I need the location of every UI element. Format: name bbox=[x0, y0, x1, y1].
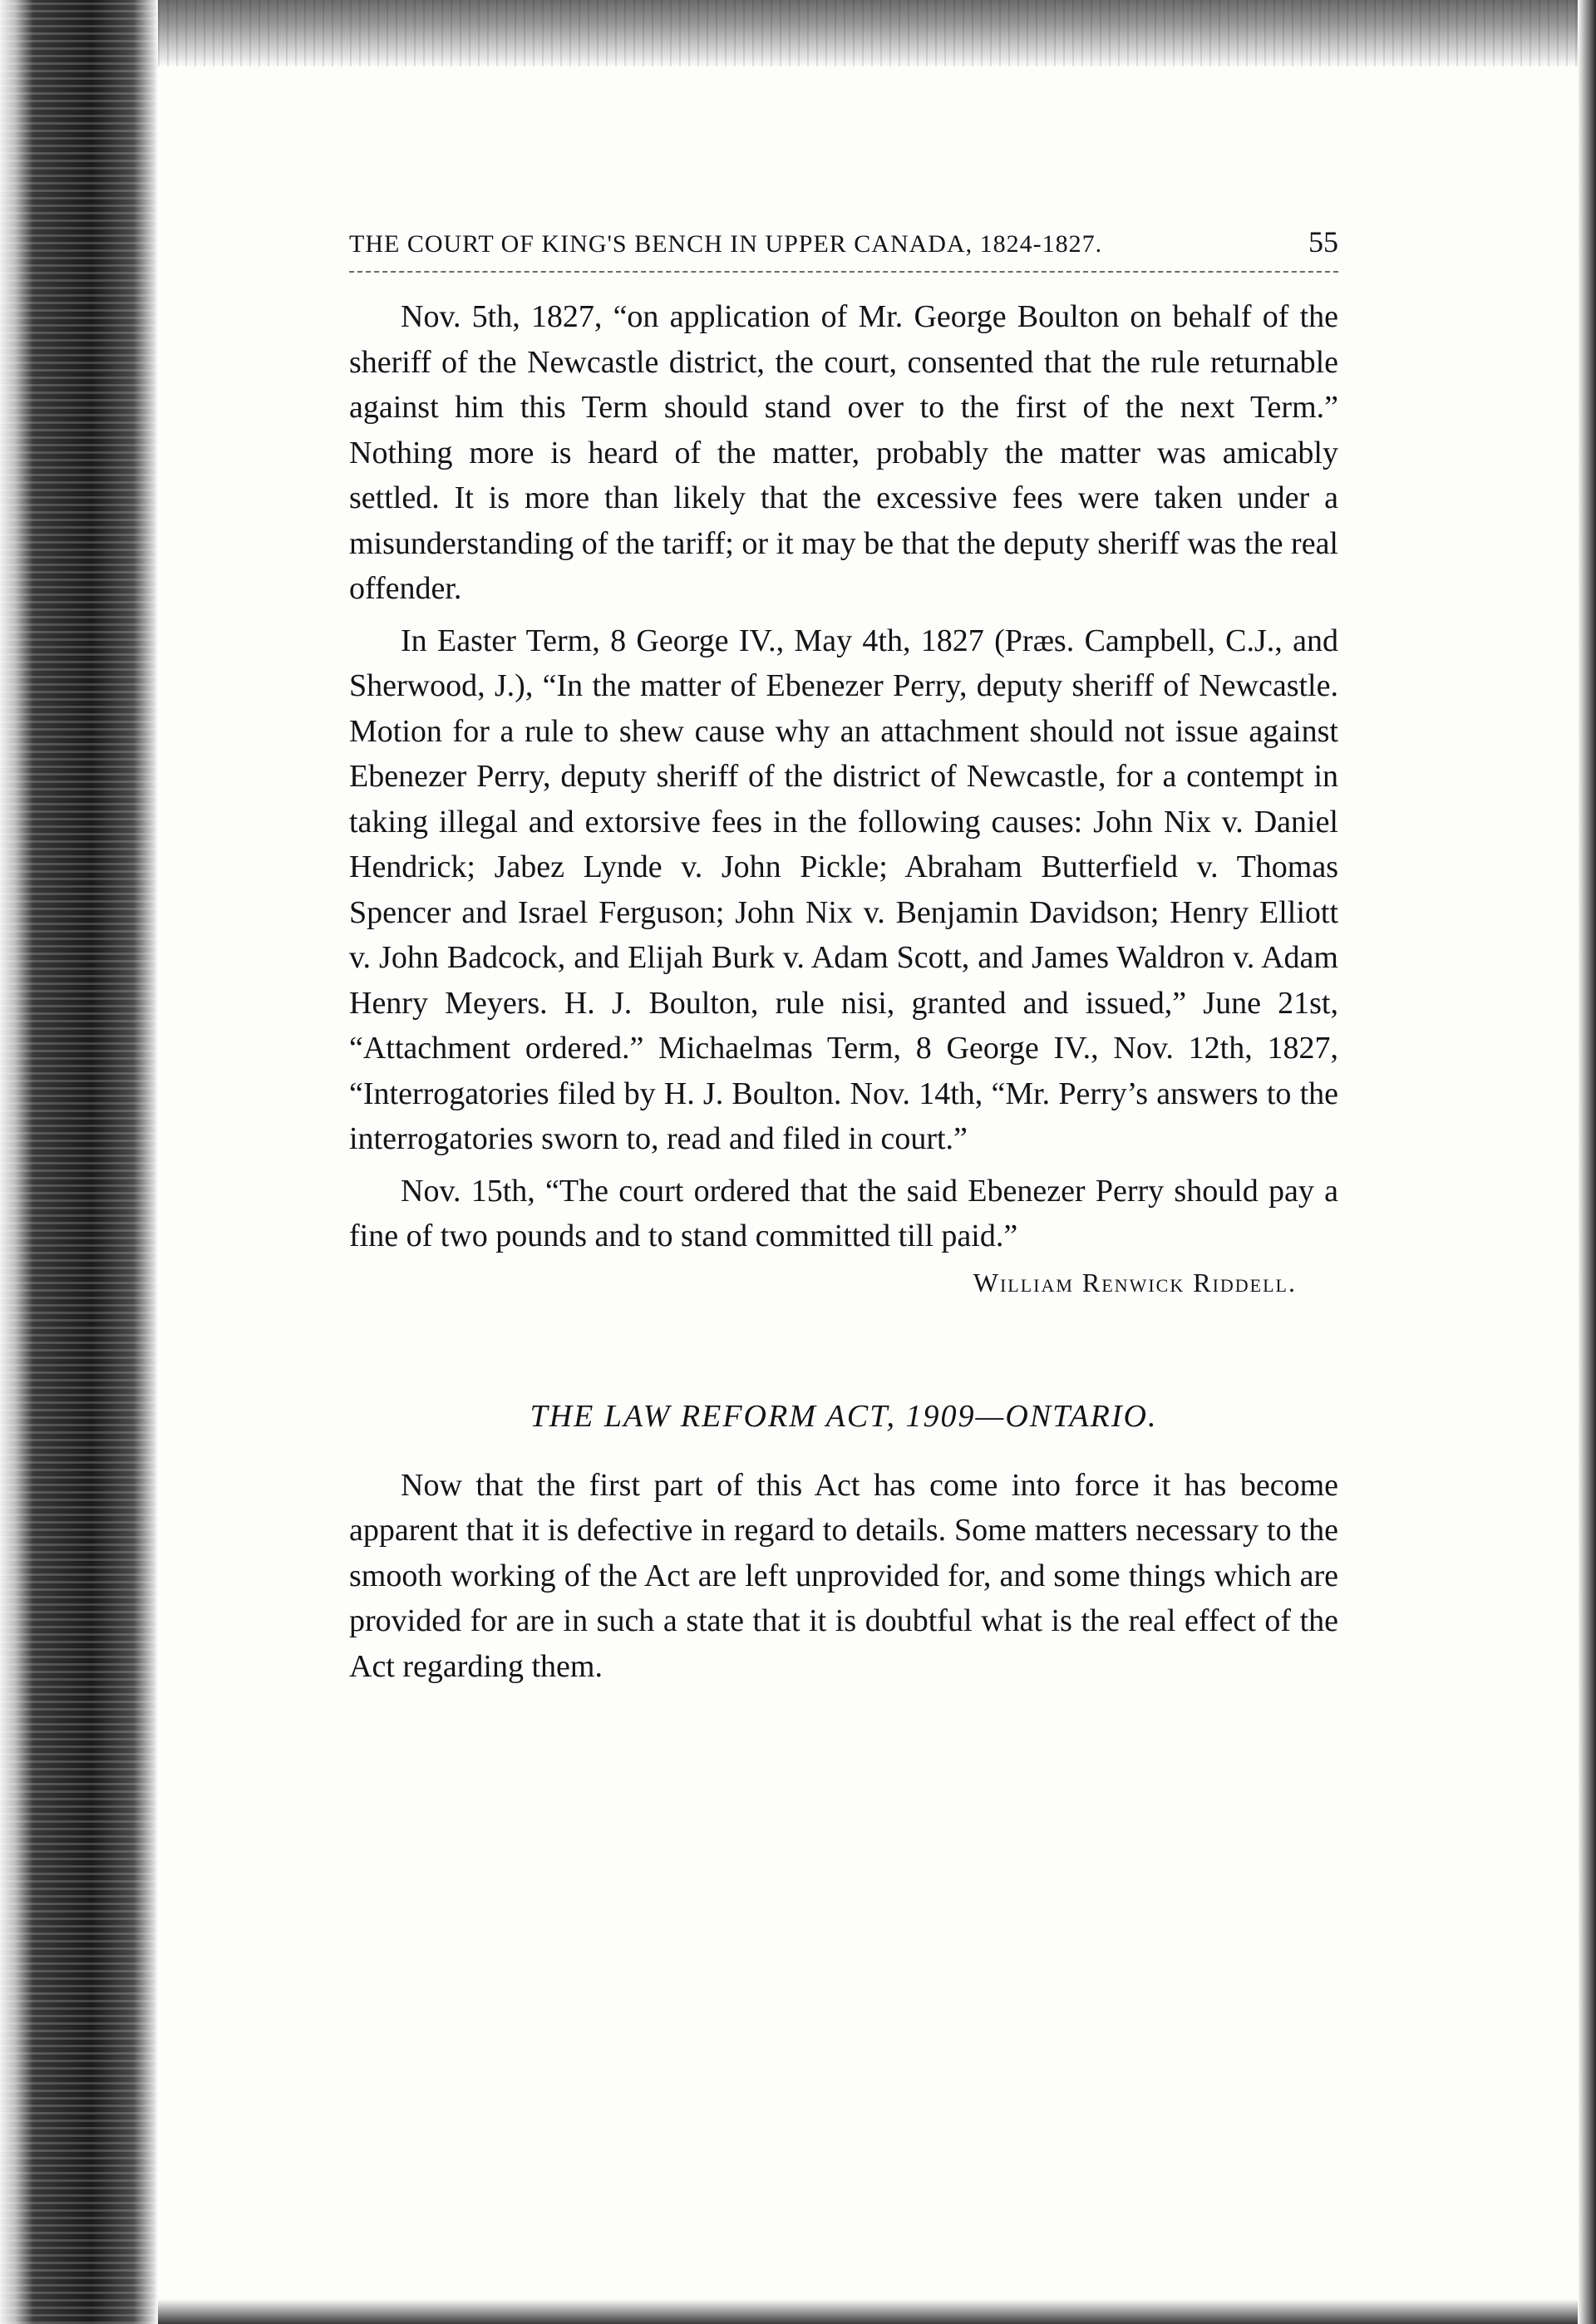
article-title: THE LAW REFORM ACT, 1909—ONTARIO. bbox=[530, 1398, 1158, 1434]
running-head-title: THE COURT OF KING'S BENCH IN UPPER CANADA, 1824-1827. bbox=[349, 230, 1103, 258]
article-body: Now that the first part of this Act has come into force it has become apparent that it is defective in regard to details. Some matters necessary to the smooth working of the Act are left unprovided for, and some things which are provided for are in such a state that it is doubtful what is the real effect of the Act regarding them. bbox=[349, 1467, 1338, 1684]
running-head bbox=[349, 224, 1338, 273]
paragraph-boulton-application: Nov. 5th, 1827, “on application of Mr. George Boulton on behalf of the sheriff of the Newcastle district, the court, consented that the rule returnable against him this Term should stand over to the first of the next Term.” Nothing more is heard of the matter, probably the matter was amicably settled. It is more than likely that the excessive fees were taken under a misunderstanding of the tariff; or it may be that the deputy sheriff was the real offender. bbox=[349, 299, 1338, 606]
author-signature: William Renwick Riddell. bbox=[973, 1267, 1297, 1297]
paragraph-fine-ordered: Nov. 15th, “The court ordered that the said Ebenezer Perry should pay a fine of two pounds and to stand committed till paid.” bbox=[349, 1173, 1338, 1253]
paragraph-easter-term: In Easter Term, 8 George IV., May 4th, 1827 (Præs. Campbell, C.J., and Sherwood, J.), “In the matter of Ebenezer Perry, deputy sheriff of Newcastle. Motion for a rule to shew cause why an attachment should not issue against Ebenezer Perry, deputy sheriff of the district of Newcastle, for a contempt in taking illegal and extorsive fees in the following causes: John Nix v. Daniel Hendrick; Jabez Lynde v. John Pickle; Abraham Butterfield v. Thomas Spencer and Israel Ferguson; John Nix v. Benjamin Davidson; Henry Elliott v. John Badcock, and Elijah Burk v. Adam Scott, and James Waldron v. Adam Henry Meyers. H. J. Boulton, rule nisi, granted and issued,” June 21st, “Attachment ordered.” Michaelmas Term, 8 George IV., Nov. 12th, 1827, “Interrogatories filed by H. J. Boulton. Nov. 14th, “Mr. Perry’s answers to the interrogatories sworn to, read and filed in court.” bbox=[349, 623, 1338, 1156]
right-scan-edge bbox=[1578, 0, 1596, 2324]
page-number: 55 bbox=[1308, 225, 1338, 258]
page-content bbox=[349, 224, 1338, 1689]
bottom-scan-edge bbox=[158, 2299, 1596, 2324]
binding-shadow bbox=[0, 0, 158, 2324]
top-scan-edge bbox=[158, 0, 1596, 66]
